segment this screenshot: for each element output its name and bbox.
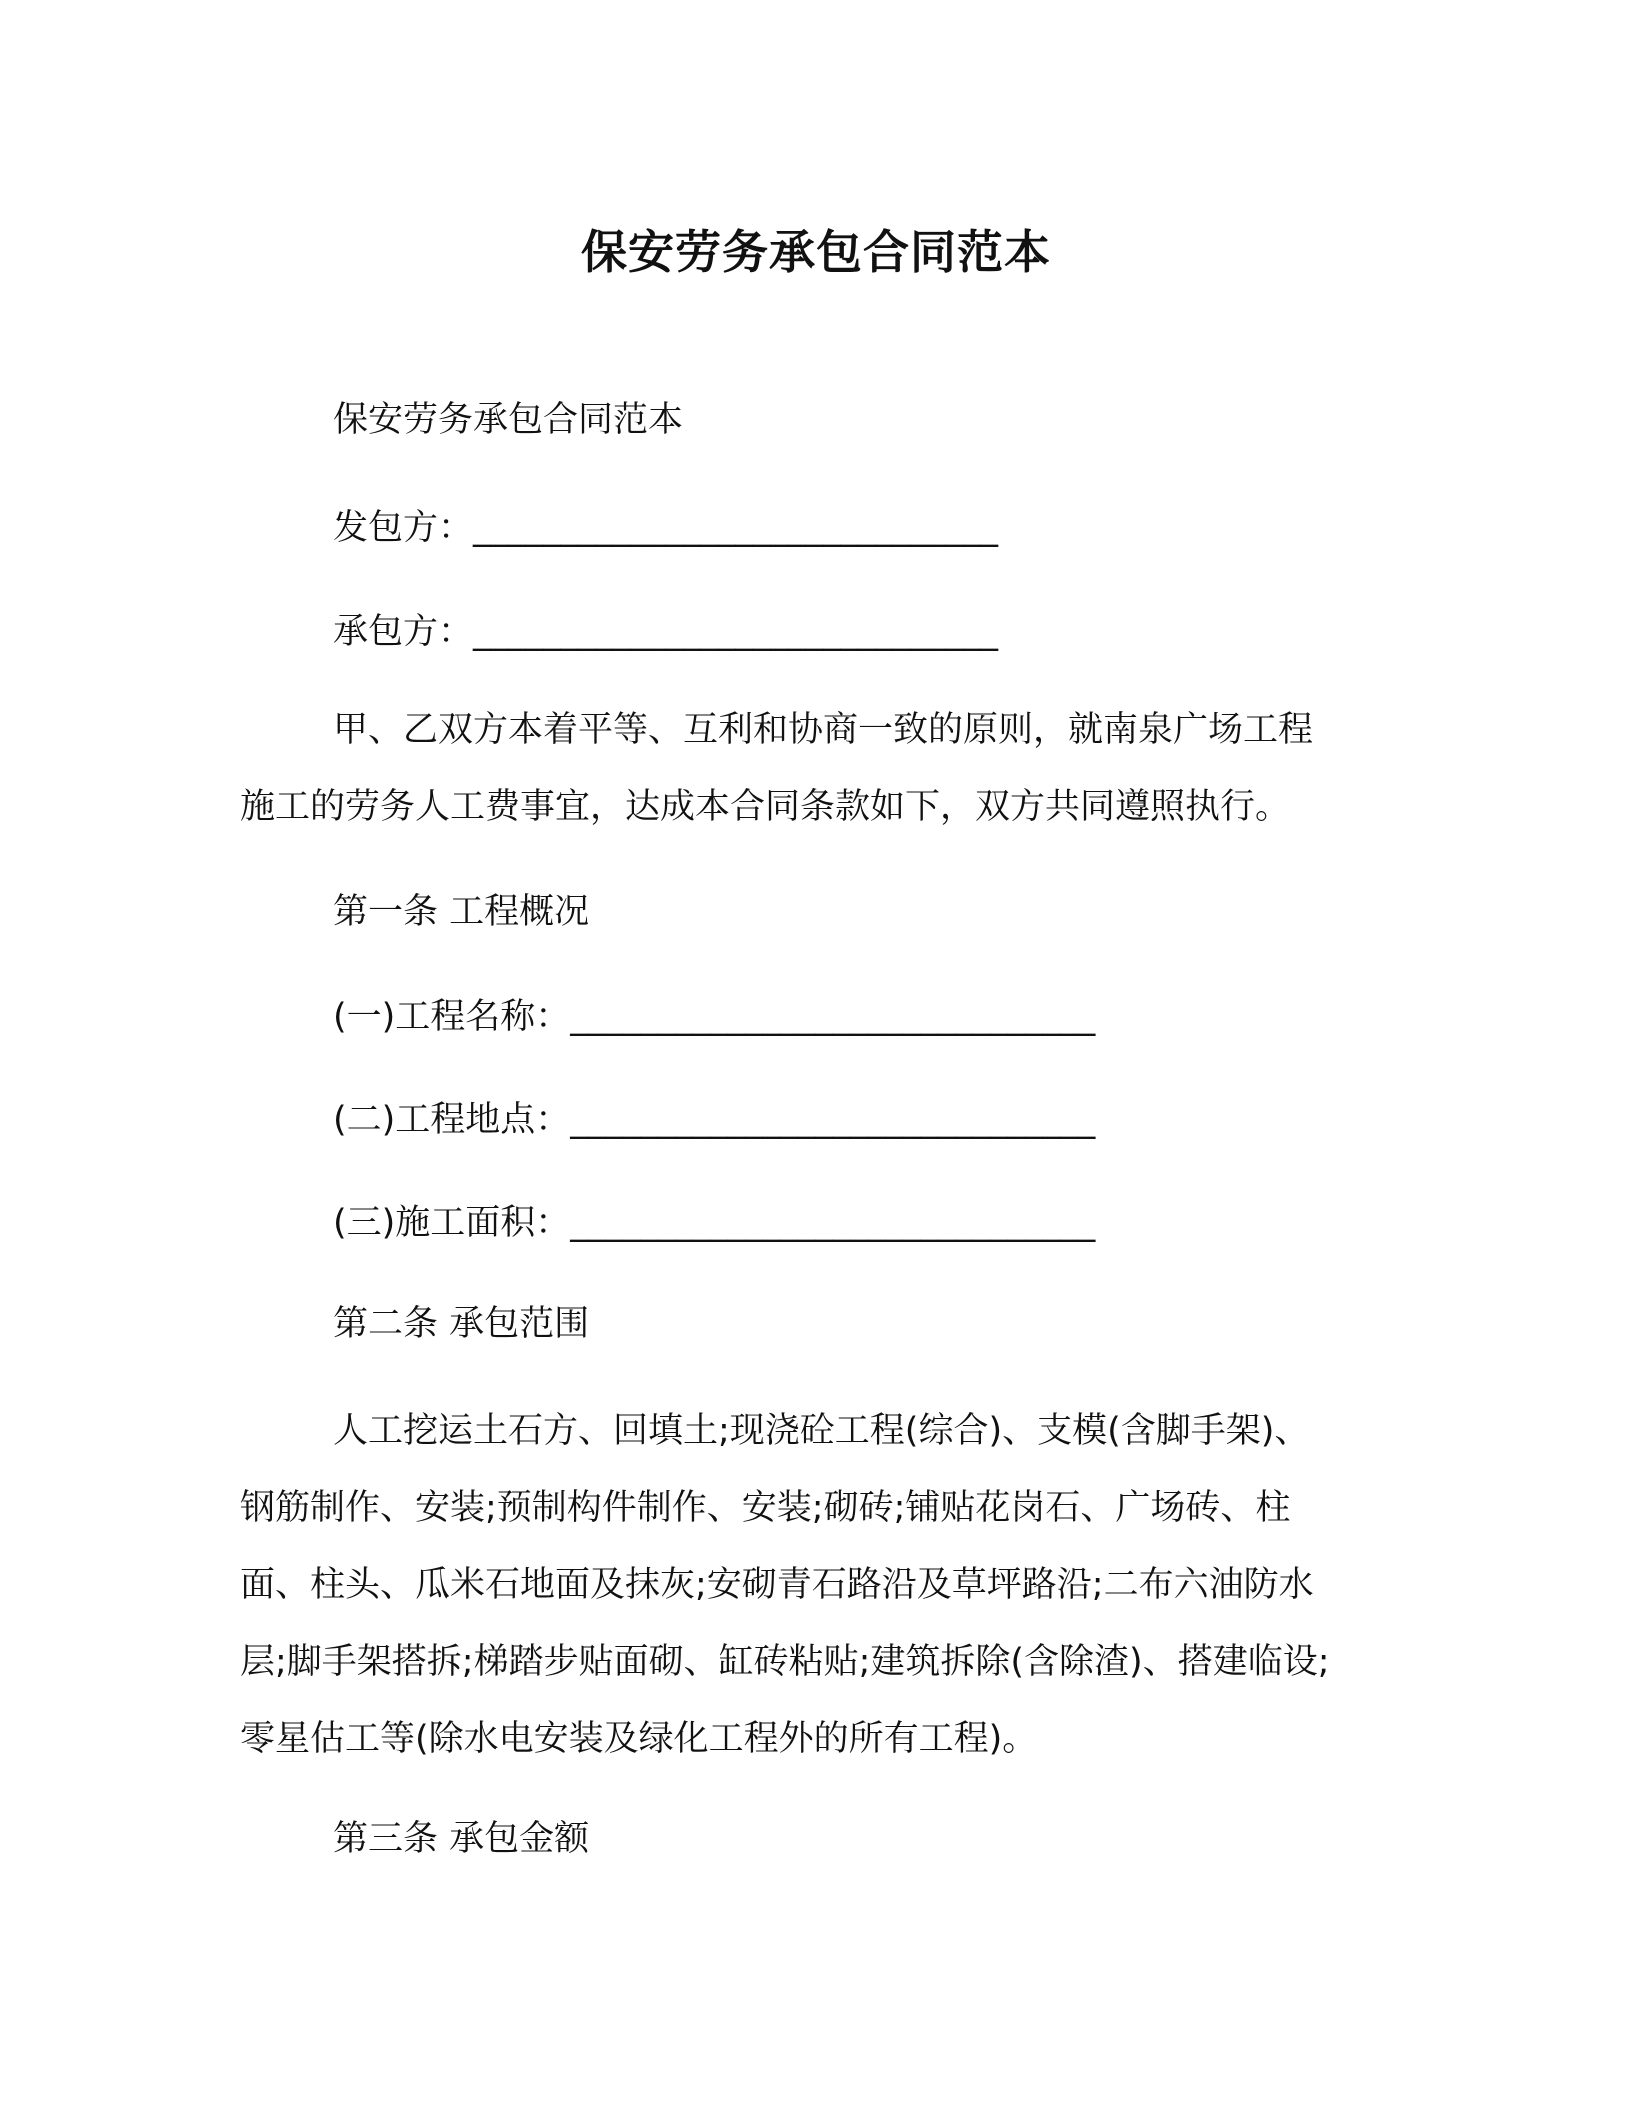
construction-area-field: (三)施工面积：______________________________ [333, 1203, 1096, 1243]
document-subtitle: 保安劳务承包合同范本 [333, 400, 684, 440]
article-2-line-2: 钢筋制作、安装;预制构件制作、安装;砌砖;铺贴花岗石、广场砖、柱 [240, 1488, 1291, 1528]
contractor-field: 承包方：______________________________ [333, 612, 999, 652]
article-2-line-1: 人工挖运土石方、回填土;现浇砼工程(综合)、支模(含脚手架)、 [333, 1411, 1310, 1451]
document-title: 保安劳务承包合同范本 [581, 225, 1051, 279]
preamble-line-2: 施工的劳务人工费事宜，达成本合同条款如下，双方共同遵照执行。 [240, 787, 1291, 827]
project-location-field: (二)工程地点：______________________________ [333, 1100, 1096, 1140]
article-3-heading: 第三条 承包金额 [333, 1819, 590, 1859]
project-name-field: (一)工程名称：______________________________ [333, 997, 1096, 1037]
article-2-line-4: 层;脚手架搭拆;梯踏步贴面砌、缸砖粘贴;建筑拆除(含除渣)、搭建临设; [240, 1642, 1330, 1682]
article-2-line-5: 零星估工等(除水电安装及绿化工程外的所有工程)。 [240, 1719, 1038, 1759]
article-2-line-3: 面、柱头、瓜米石地面及抹灰;安砌青石路沿及草坪路沿;二布六油防水 [240, 1565, 1314, 1605]
article-2-heading: 第二条 承包范围 [333, 1304, 590, 1344]
employer-field: 发包方：______________________________ [333, 508, 999, 548]
preamble-line-1: 甲、乙双方本着平等、互利和协商一致的原则，就南泉广场工程 [333, 710, 1314, 750]
article-1-heading: 第一条 工程概况 [333, 892, 590, 932]
